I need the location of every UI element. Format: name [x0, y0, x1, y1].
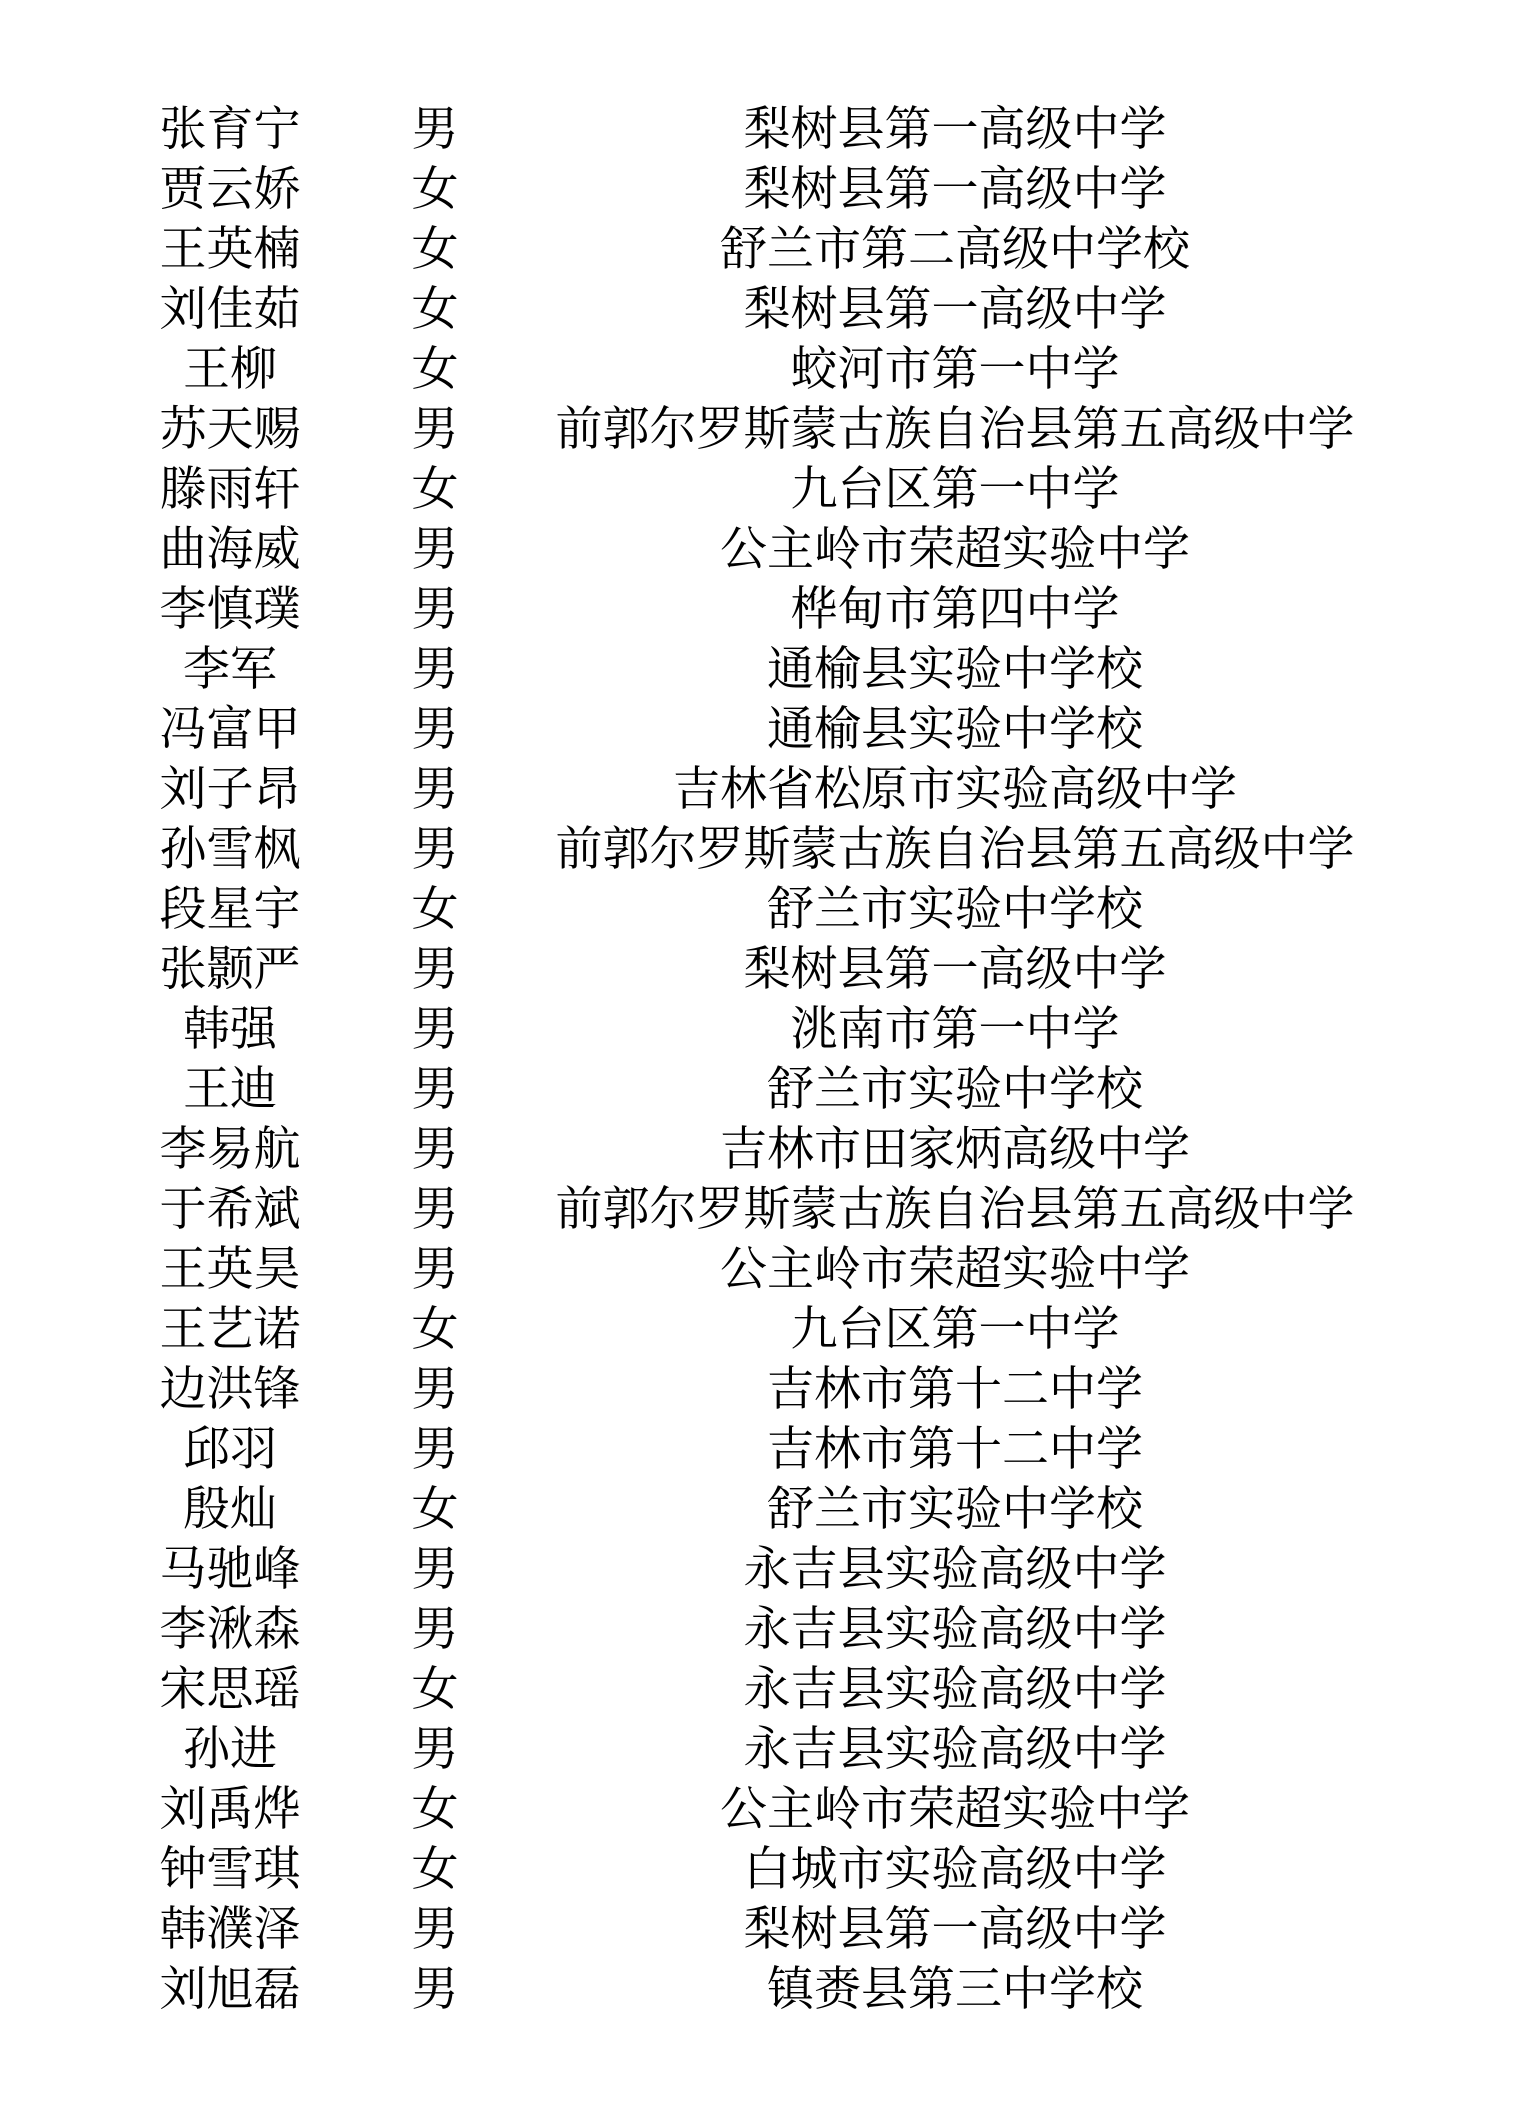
student-gender: 男 — [411, 942, 459, 997]
student-gender: 男 — [411, 1062, 459, 1117]
student-gender: 男 — [411, 582, 459, 637]
student-school: 永吉县实验高级中学 — [743, 1542, 1167, 1597]
student-gender: 男 — [411, 642, 459, 697]
table-row — [0, 1000, 1522, 1060]
student-gender: 男 — [411, 522, 459, 577]
student-gender: 男 — [411, 1722, 459, 1777]
table-row — [0, 100, 1522, 160]
student-school: 镇赉县第三中学校 — [767, 1962, 1143, 2017]
table-row — [0, 340, 1522, 400]
student-name: 孙进 — [183, 1722, 277, 1777]
student-gender: 男 — [411, 1362, 459, 1417]
table-row — [0, 880, 1522, 940]
student-school: 通榆县实验中学校 — [767, 642, 1143, 697]
table-row — [0, 1600, 1522, 1660]
student-school: 舒兰市实验中学校 — [767, 882, 1143, 937]
student-school: 公主岭市荣超实验中学 — [720, 522, 1190, 577]
table-row — [0, 160, 1522, 220]
student-name: 王英楠 — [159, 222, 301, 277]
table-row — [0, 280, 1522, 340]
table-row — [0, 580, 1522, 640]
student-name: 刘子昂 — [159, 762, 301, 817]
student-school: 梨树县第一高级中学 — [743, 162, 1167, 217]
student-school: 梨树县第一高级中学 — [743, 282, 1167, 337]
student-name: 滕雨轩 — [159, 462, 301, 517]
student-name: 马驰峰 — [159, 1542, 301, 1597]
student-gender: 女 — [411, 1842, 459, 1897]
student-school: 公主岭市荣超实验中学 — [720, 1782, 1190, 1837]
student-name: 钟雪琪 — [159, 1842, 301, 1897]
table-row — [0, 700, 1522, 760]
table-row — [0, 1120, 1522, 1180]
student-gender: 女 — [411, 222, 459, 277]
table-row — [0, 400, 1522, 460]
student-gender: 男 — [411, 1542, 459, 1597]
student-name: 张颢严 — [159, 942, 301, 997]
student-gender: 男 — [411, 1242, 459, 1297]
student-school: 前郭尔罗斯蒙古族自治县第五高级中学 — [555, 1182, 1355, 1237]
student-school: 桦甸市第四中学 — [790, 582, 1120, 637]
student-school: 九台区第一中学 — [790, 462, 1120, 517]
student-name: 李易航 — [159, 1122, 301, 1177]
table-row — [0, 1240, 1522, 1300]
student-gender: 女 — [411, 462, 459, 517]
table-row — [0, 640, 1522, 700]
student-gender: 女 — [411, 882, 459, 937]
student-name: 苏天赐 — [159, 402, 301, 457]
student-school: 永吉县实验高级中学 — [743, 1602, 1167, 1657]
student-name: 殷灿 — [183, 1482, 277, 1537]
student-gender: 男 — [411, 1962, 459, 2017]
student-name: 邱羽 — [183, 1422, 277, 1477]
table-row — [0, 1360, 1522, 1420]
student-school: 白城市实验高级中学 — [743, 1842, 1167, 1897]
student-name: 李慎璞 — [159, 582, 301, 637]
table-row — [0, 1840, 1522, 1900]
student-school: 九台区第一中学 — [790, 1302, 1120, 1357]
student-school: 前郭尔罗斯蒙古族自治县第五高级中学 — [555, 822, 1355, 877]
student-name: 段星宇 — [159, 882, 301, 937]
student-school: 梨树县第一高级中学 — [743, 1902, 1167, 1957]
table-row — [0, 1180, 1522, 1240]
student-gender: 男 — [411, 1902, 459, 1957]
table-row — [0, 1780, 1522, 1840]
student-gender: 男 — [411, 1002, 459, 1057]
student-gender: 女 — [411, 1782, 459, 1837]
student-gender: 男 — [411, 102, 459, 157]
student-name: 刘佳茹 — [159, 282, 301, 337]
table-row — [0, 520, 1522, 580]
student-name: 李军 — [183, 642, 277, 697]
student-roster — [0, 100, 1522, 2020]
student-school: 吉林市第十二中学 — [767, 1362, 1143, 1417]
student-gender: 女 — [411, 162, 459, 217]
student-gender: 男 — [411, 1422, 459, 1477]
student-school: 洮南市第一中学 — [790, 1002, 1120, 1057]
student-school: 永吉县实验高级中学 — [743, 1662, 1167, 1717]
table-row — [0, 460, 1522, 520]
student-name: 于希斌 — [159, 1182, 301, 1237]
table-row — [0, 1540, 1522, 1600]
student-school: 舒兰市第二高级中学校 — [720, 222, 1190, 277]
student-gender: 男 — [411, 822, 459, 877]
student-school: 吉林省松原市实验高级中学 — [673, 762, 1237, 817]
student-gender: 女 — [411, 1662, 459, 1717]
student-gender: 男 — [411, 1182, 459, 1237]
student-name: 孙雪枫 — [159, 822, 301, 877]
table-row — [0, 940, 1522, 1000]
student-school: 吉林市第十二中学 — [767, 1422, 1143, 1477]
table-row — [0, 760, 1522, 820]
student-name: 刘旭磊 — [159, 1962, 301, 2017]
student-gender: 男 — [411, 1602, 459, 1657]
student-name: 韩濮泽 — [159, 1902, 301, 1957]
student-name: 王艺诺 — [159, 1302, 301, 1357]
table-row — [0, 1660, 1522, 1720]
student-name: 李湫森 — [159, 1602, 301, 1657]
student-name: 冯富甲 — [159, 702, 301, 757]
student-name: 曲海威 — [159, 522, 301, 577]
student-gender: 女 — [411, 282, 459, 337]
student-gender: 男 — [411, 402, 459, 457]
student-school: 舒兰市实验中学校 — [767, 1062, 1143, 1117]
student-name: 韩强 — [183, 1002, 277, 1057]
table-row — [0, 1960, 1522, 2020]
table-row — [0, 220, 1522, 280]
student-school: 梨树县第一高级中学 — [743, 102, 1167, 157]
student-name: 贾云娇 — [159, 162, 301, 217]
student-school: 前郭尔罗斯蒙古族自治县第五高级中学 — [555, 402, 1355, 457]
student-school: 公主岭市荣超实验中学 — [720, 1242, 1190, 1297]
student-gender: 男 — [411, 1122, 459, 1177]
student-gender: 男 — [411, 702, 459, 757]
student-school: 吉林市田家炳高级中学 — [720, 1122, 1190, 1177]
student-name: 张育宁 — [159, 102, 301, 157]
student-school: 舒兰市实验中学校 — [767, 1482, 1143, 1537]
student-name: 王柳 — [183, 342, 277, 397]
student-school: 蛟河市第一中学 — [790, 342, 1120, 397]
student-name: 宋思瑶 — [159, 1662, 301, 1717]
student-school: 梨树县第一高级中学 — [743, 942, 1167, 997]
student-name: 边洪锋 — [159, 1362, 301, 1417]
student-school: 通榆县实验中学校 — [767, 702, 1143, 757]
table-row — [0, 1720, 1522, 1780]
table-row — [0, 1300, 1522, 1360]
student-gender: 女 — [411, 1302, 459, 1357]
student-gender: 女 — [411, 342, 459, 397]
table-row — [0, 1420, 1522, 1480]
student-school: 永吉县实验高级中学 — [743, 1722, 1167, 1777]
student-name: 王迪 — [183, 1062, 277, 1117]
student-gender: 女 — [411, 1482, 459, 1537]
table-row — [0, 820, 1522, 880]
student-gender: 男 — [411, 762, 459, 817]
student-name: 王英昊 — [159, 1242, 301, 1297]
student-name: 刘禹烨 — [159, 1782, 301, 1837]
table-row — [0, 1900, 1522, 1960]
table-row — [0, 1480, 1522, 1540]
table-row — [0, 1060, 1522, 1120]
